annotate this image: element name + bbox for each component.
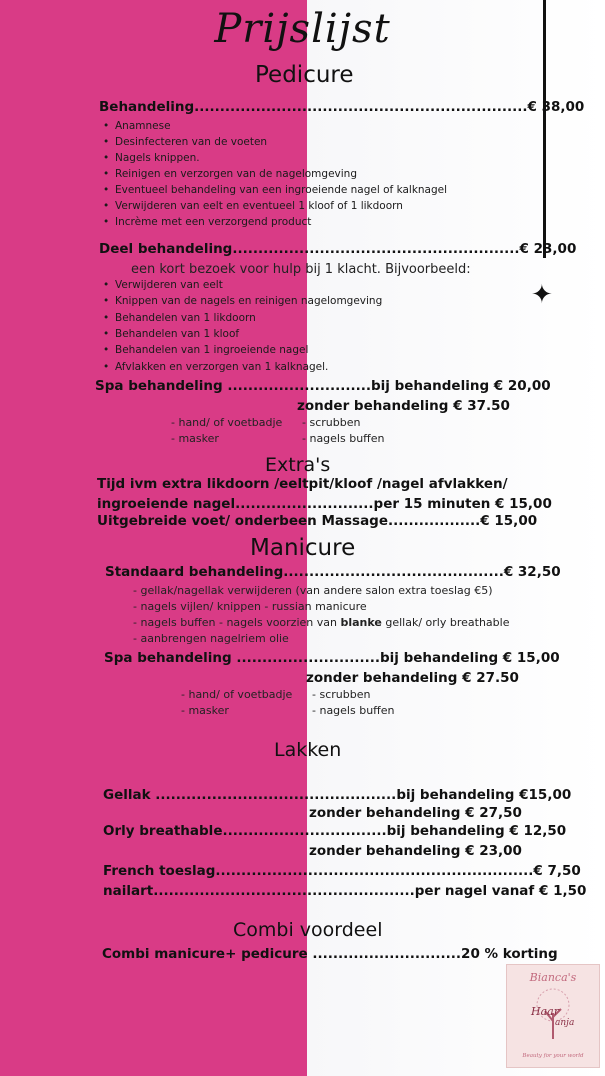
orly-zonder-price: zonder behandeling € 23,00	[309, 843, 522, 859]
pedicure-bullet: • Nagels knippen.	[115, 152, 200, 164]
deel-bullet: • Behandelen van 1 kloof	[115, 328, 239, 340]
gellak-price: Gellak ...............................................bij behandeling €15,00	[103, 787, 572, 803]
page-title: Prijslijst	[214, 6, 391, 52]
manicure-spa-item: - masker	[181, 704, 229, 717]
deel-bullet: • Verwijderen van eelt	[115, 279, 223, 291]
pedicure-bullet: • Eventueel behandeling van een ingroeiende nagel of kalknagel	[115, 184, 447, 196]
pedicure-spa-item: - scrubben	[302, 416, 361, 429]
manicure-spa-item: - nagels buffen	[312, 704, 395, 717]
salon-logo	[506, 964, 600, 1068]
deel-bullet: • Afvlakken en verzorgen van 1 kalknagel.	[115, 361, 328, 373]
manicure-spa-price: Spa behandeling ............................bij behandeling € 15,00	[104, 650, 560, 666]
decorative-vertical-line	[543, 0, 546, 258]
nailart-price: nailart...................................................per nagel vanaf € 1,50	[103, 883, 587, 899]
pedicure-bullet: • Anamnese	[115, 120, 171, 132]
pedicure-bullet: • Reinigen en verzorgen van de nagelomgeving	[115, 168, 357, 180]
deel-behandeling-price: Deel behandeling........................................................€ 23,00	[99, 241, 577, 257]
deel-bullet: • Behandelen van 1 likdoorn	[115, 312, 256, 324]
logo-word: Haar	[531, 1005, 559, 1018]
logo-word: anja	[555, 1018, 575, 1028]
extras-line: ingroeiende nagel...........................per 15 minuten € 15,00	[97, 496, 552, 512]
manicure-note: - nagels buffen - nagels voorzien van blanke gellak/ orly breathable	[133, 616, 510, 629]
manicure-note: - aanbrengen nagelriem olie	[133, 632, 289, 645]
combi-price: Combi manicure+ pedicure .............................20 % korting	[102, 946, 558, 962]
tree-icon	[521, 987, 585, 1041]
french-price: French toeslag..............................................................€ 7,50	[103, 863, 581, 879]
deel-bullet: • Behandelen van 1 ingroeiende nagel	[115, 344, 308, 356]
pedicure-bullet: • Incrème met een verzorgend product	[115, 216, 311, 228]
gellak-zonder-price: zonder behandeling € 27,50	[309, 805, 522, 821]
deel-bullet: • Knippen van de nagels en reinigen nagelomgeving	[115, 295, 382, 307]
pedicure-spa-item: - nagels buffen	[302, 432, 385, 445]
manicure-spa-item: - hand/ of voetbadje	[181, 688, 293, 701]
logo-tagline: Beauty for your world	[522, 1053, 584, 1059]
deel-behandeling-note: een kort bezoek voor hulp bij 1 klacht. Bijvoorbeeld:	[131, 262, 471, 277]
pedicure-heading: Pedicure	[255, 62, 354, 88]
orly-price: Orly breathable................................bij behandeling € 12,50	[103, 823, 567, 839]
extras-massage-price: Uitgebreide voet/ onderbeen Massage..................€ 15,00	[97, 513, 538, 529]
manicure-spa-item: - scrubben	[312, 688, 371, 701]
combi-heading: Combi voordeel	[233, 919, 383, 941]
pedicure-spa-zonder-price: zonder behandeling € 37.50	[297, 398, 510, 414]
manicure-note: - nagels vijlen/ knippen - russian manicure	[133, 600, 367, 613]
pedicure-spa-item: - masker	[171, 432, 219, 445]
manicure-note: - gellak/nagellak verwijderen (van andere salon extra toeslag €5)	[133, 584, 493, 597]
pedicure-spa-item: - hand/ of voetbadje	[171, 416, 283, 429]
pedicure-spa-price: Spa behandeling ............................bij behandeling € 20,00	[95, 378, 551, 394]
extras-line: Tijd ivm extra likdoorn /eeltpit/kloof /nagel afvlakken/	[97, 476, 508, 492]
extras-heading: Extra's	[265, 454, 331, 476]
pedicure-bullet: • Verwijderen van eelt en eventueel 1 kloof of 1 likdoorn	[115, 200, 403, 212]
manicure-heading: Manicure	[250, 535, 356, 561]
lakken-heading: Lakken	[274, 739, 342, 761]
logo-brand: Bianca's	[529, 971, 577, 984]
manicure-standaard-price: Standaard behandeling...........................................€ 32,50	[105, 564, 561, 580]
manicure-spa-zonder-price: zonder behandeling € 27.50	[306, 670, 519, 686]
pedicure-behandeling-price: Behandeling.................................................................€ 38,00	[99, 99, 585, 115]
sparkle-icon: ✦	[531, 280, 553, 310]
pedicure-bullet: • Desinfecteren van de voeten	[115, 136, 267, 148]
